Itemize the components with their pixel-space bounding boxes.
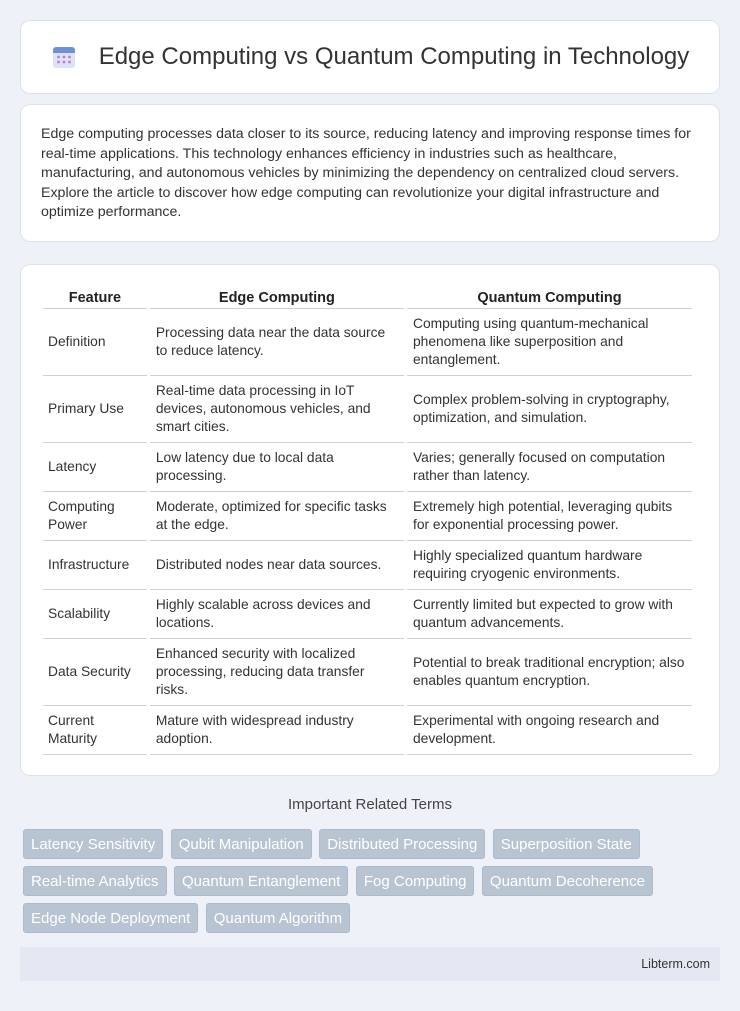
quantum-cell: Currently limited but expected to grow with quantum advancements.: [407, 590, 692, 639]
related-term-tag[interactable]: Quantum Entanglement: [174, 866, 348, 896]
table-row: [43, 492, 692, 541]
header-quantum-computing: Quantum Computing: [407, 285, 692, 309]
feature-cell: Data Security: [43, 639, 147, 706]
header-feature: Feature: [43, 285, 147, 309]
quantum-cell: Extremely high potential, leveraging qubits for exponential processing power.: [407, 492, 692, 541]
header-edge-computing: Edge Computing: [150, 285, 404, 309]
quantum-cell: Potential to break traditional encryption; also enables quantum encryption.: [407, 639, 692, 706]
comparison-card: [20, 264, 720, 776]
feature-cell: Primary Use: [43, 376, 147, 443]
quantum-cell: Experimental with ongoing research and development.: [407, 706, 692, 755]
related-terms-list: [23, 829, 723, 940]
title-card: [20, 20, 720, 94]
edge-cell: Highly scalable across devices and locations.: [150, 590, 404, 639]
calendar-icon: [51, 44, 77, 70]
feature-cell: Computing Power: [43, 492, 147, 541]
related-term-tag[interactable]: Edge Node Deployment: [23, 903, 198, 933]
related-term-tag[interactable]: Qubit Manipulation: [171, 829, 312, 859]
related-term-tag[interactable]: Quantum Decoherence: [482, 866, 653, 896]
edge-cell: Real-time data processing in IoT devices, autonomous vehicles, and smart cities.: [150, 376, 404, 443]
feature-cell: Latency: [43, 443, 147, 492]
feature-cell: Scalability: [43, 590, 147, 639]
footer-site-link[interactable]: Libterm.com: [641, 957, 710, 971]
page-title: Edge Computing vs Quantum Computing in Technology: [98, 43, 690, 70]
edge-cell: Enhanced security with localized processing, reducing data transfer risks.: [150, 639, 404, 706]
related-term-tag[interactable]: Distributed Processing: [319, 829, 485, 859]
quantum-cell: Complex problem-solving in cryptography, optimization, and simulation.: [407, 376, 692, 443]
table-row: [43, 706, 692, 755]
table-row: [43, 376, 692, 443]
table-row: [43, 309, 692, 376]
quantum-cell: Highly specialized quantum hardware requiring cryogenic environments.: [407, 541, 692, 590]
table-row: [43, 541, 692, 590]
footer: [20, 947, 720, 981]
quantum-cell: Varies; generally focused on computation rather than latency.: [407, 443, 692, 492]
edge-cell: Moderate, optimized for specific tasks at the edge.: [150, 492, 404, 541]
quantum-cell: Computing using quantum-mechanical phenomena like superposition and entanglement.: [407, 309, 692, 376]
table-row: [43, 443, 692, 492]
related-term-tag[interactable]: Quantum Algorithm: [206, 903, 350, 933]
edge-cell: Mature with widespread industry adoption.: [150, 706, 404, 755]
related-term-tag[interactable]: Latency Sensitivity: [23, 829, 163, 859]
feature-cell: Infrastructure: [43, 541, 147, 590]
feature-cell: Definition: [43, 309, 147, 376]
edge-cell: Distributed nodes near data sources.: [150, 541, 404, 590]
related-terms-title: Important Related Terms: [288, 796, 452, 813]
feature-cell: Current Maturity: [43, 706, 147, 755]
related-term-tag[interactable]: Real-time Analytics: [23, 866, 167, 896]
edge-cell: Processing data near the data source to reduce latency.: [150, 309, 404, 376]
edge-cell: Low latency due to local data processing.: [150, 443, 404, 492]
related-term-tag[interactable]: Superposition State: [493, 829, 640, 859]
comparison-table: [40, 285, 695, 755]
table-row: [43, 639, 692, 706]
intro-card: [20, 104, 720, 242]
table-row: [43, 590, 692, 639]
related-term-tag[interactable]: Fog Computing: [356, 866, 475, 896]
table-header-row: [43, 285, 692, 309]
intro-paragraph: Edge computing processes data closer to its source, reducing latency and improving response times for real-time applications. This technology enhances efficiency in industries such as healthcare, manufacturing, and autonomous vehicles by minimizing the dependency on centralized cloud servers. Explore the article to discover how edge computing can revolutionize your digital infrastructure and optimize performance.: [41, 126, 691, 220]
